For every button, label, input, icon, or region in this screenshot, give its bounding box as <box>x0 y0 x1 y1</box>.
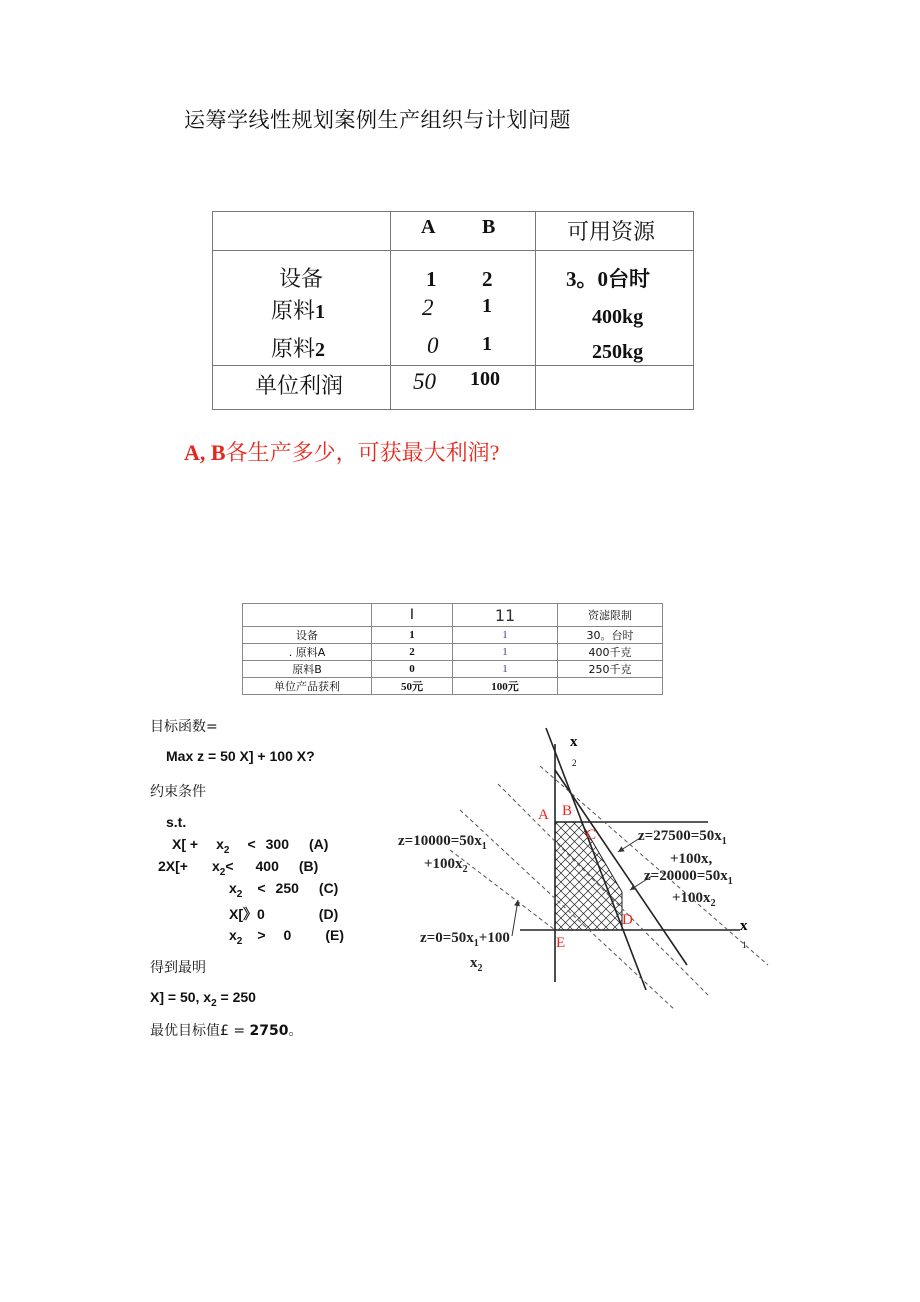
label-z0: $z=0=50x_1+100$ <box>420 930 510 949</box>
row-mat1-label: 原料1 <box>271 299 326 324</box>
constraints-label: 约束条件 <box>150 784 206 800</box>
table-row: . 原料A 2 1 400千克 <box>243 644 663 661</box>
label-z10000-b: $+100x_2$ <box>424 856 468 875</box>
row-mat2-res: 250kg <box>592 341 644 363</box>
point-a: A <box>538 807 549 823</box>
result-label: 得到最明 <box>150 960 206 976</box>
label-z20000: $z=20000=50x_1$ <box>644 868 733 887</box>
result-values: X] = 50, $x_2 = 250$ <box>150 989 256 1009</box>
y-axis-label-sub: 2 <box>572 758 577 768</box>
question-text: A, B各生产多少，可获最大利润? <box>184 440 500 465</box>
feasible-region-chart <box>390 720 780 1020</box>
table-row: 设备 1 1 30。台时 <box>243 627 663 644</box>
label-z20000-b: $+100x_2$ <box>672 890 716 909</box>
table-row: 单位产品获利 50元 100元 <box>243 678 663 695</box>
row-profit-b: 100 <box>470 368 500 390</box>
point-b: B <box>562 803 573 819</box>
x-axis-label-sub: 1 <box>742 940 747 950</box>
table-row: I 11 资滤限制 <box>243 604 663 627</box>
col-a-header: A <box>421 216 436 238</box>
point-d: D <box>622 912 633 928</box>
row-equip-label: 设备 <box>279 267 324 292</box>
label-z10000: $z=10000=50x_1$ <box>398 833 487 852</box>
row-mat2-label: 原料2 <box>271 337 326 362</box>
iso-line-0 <box>450 850 555 930</box>
label-arrow <box>512 900 518 936</box>
objective-label: 目标函数= <box>150 719 218 735</box>
table-row: 原料B 0 1 250千克 <box>243 661 663 678</box>
row-mat1-b: 1 <box>482 295 492 317</box>
constraint-d: X[》0 (D) <box>229 906 339 922</box>
col-b-header: B <box>482 216 496 238</box>
row-equip-res: 3。0台时 <box>566 267 650 291</box>
optimal-value-line: 最优目标值£ = 2750。 <box>150 1023 303 1039</box>
row-profit-a: 50 <box>413 369 436 394</box>
label-z27500-b: +100x, <box>670 851 713 867</box>
row-profit-label: 单位利润 <box>255 374 344 399</box>
point-e: E <box>556 935 566 951</box>
resource-table <box>212 211 694 410</box>
constraint-e: $x_2 > 0$ (E) <box>229 927 345 947</box>
label-z0-b: $x_2$ <box>470 955 483 974</box>
constraint-c: $x_2 < 250$ (C) <box>229 880 339 900</box>
x-axis-label: x <box>740 918 748 934</box>
label-z27500: $z=27500=50x_1$ <box>638 828 727 847</box>
col-resource-header: 可用资源 <box>567 220 656 245</box>
row-mat2-a: 0 <box>427 333 439 358</box>
point-c: C <box>586 827 597 843</box>
constraint-a: $X[ + x_2 < 300$ (A) <box>172 836 329 856</box>
objective-formula: Max z = 50 X] + 100 X? <box>166 748 315 764</box>
page-title: 运筹学线性规划案例生产组织与计划问题 <box>184 108 571 132</box>
y-axis-label: x <box>570 734 578 750</box>
row-mat1-a: 2 <box>422 295 434 320</box>
st-label: s.t. <box>166 814 187 830</box>
row-equip-b: 2 <box>482 267 493 291</box>
resource-limit-table <box>242 603 663 695</box>
row-equip-a: 1 <box>426 267 437 291</box>
row-mat2-b: 1 <box>482 333 492 355</box>
row-mat1-res: 400kg <box>592 306 644 328</box>
constraint-b: $2X[+ x_2< 400$ (B) <box>158 858 319 878</box>
